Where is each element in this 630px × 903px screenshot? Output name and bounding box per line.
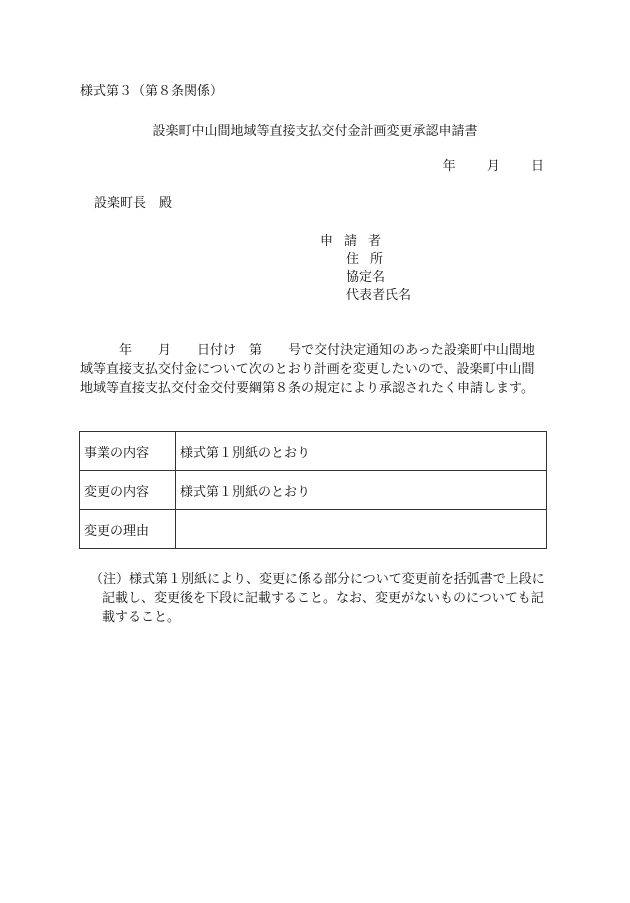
note [90, 570, 550, 627]
body-month-label: 月 [158, 343, 172, 358]
applicant-agreement-label: 協定名 [346, 270, 386, 285]
table-cell-label: 変更の理由 [80, 510, 176, 549]
body-year-label: 年 [119, 343, 133, 358]
addressee: 設楽町長 殿 [94, 196, 173, 211]
date-line [416, 155, 544, 174]
body-line-2: 域等直接支払交付金について次のとおり計画を変更したいので、設楽町中山間 [80, 362, 535, 377]
table-cell-value [176, 510, 547, 549]
applicant-address-label: 住所 [346, 252, 395, 267]
document-title: 設楽町中山間地域等直接支払交付金計画変更承認申請書 [152, 124, 478, 139]
note-line-1: （注）様式第１別紙により、変更に係る部分について変更前を括弧書で上段に [90, 572, 545, 587]
table-cell-label: 変更の内容 [80, 471, 176, 510]
body-line-1-rest: 号で交付決定通知のあった設楽町中山間地 [288, 343, 535, 358]
date-year-label: 年 [442, 159, 456, 174]
table-cell-value: 様式第１別紙のとおり [176, 432, 547, 471]
table-cell-label: 事業の内容 [80, 432, 176, 471]
table-row [80, 471, 547, 510]
date-day-label: 日 [530, 159, 544, 174]
note-line-3: 載すること。 [102, 610, 181, 625]
applicant-label: 申請者 [320, 234, 393, 249]
table-row [80, 510, 547, 549]
note-line-2: 記載し、変更後を下段に記載すること。なお、変更がないものについても記 [102, 591, 544, 606]
body-number-prefix: 第 [249, 343, 263, 358]
table-cell-value: 様式第１別紙のとおり [176, 471, 547, 510]
body-line-1 [80, 341, 550, 360]
date-month-label: 月 [486, 159, 500, 174]
items-table [79, 431, 547, 549]
applicant-representative-label: 代表者氏名 [346, 288, 412, 303]
table-row [80, 432, 547, 471]
body-date-suffix: 日付け [197, 343, 237, 358]
body-line-3: 地域等直接支払交付金交付要綱第８条の規定により承認されたく申請します。 [80, 381, 534, 396]
body-text [80, 341, 550, 398]
form-number: 様式第３（第８条関係） [80, 84, 224, 99]
